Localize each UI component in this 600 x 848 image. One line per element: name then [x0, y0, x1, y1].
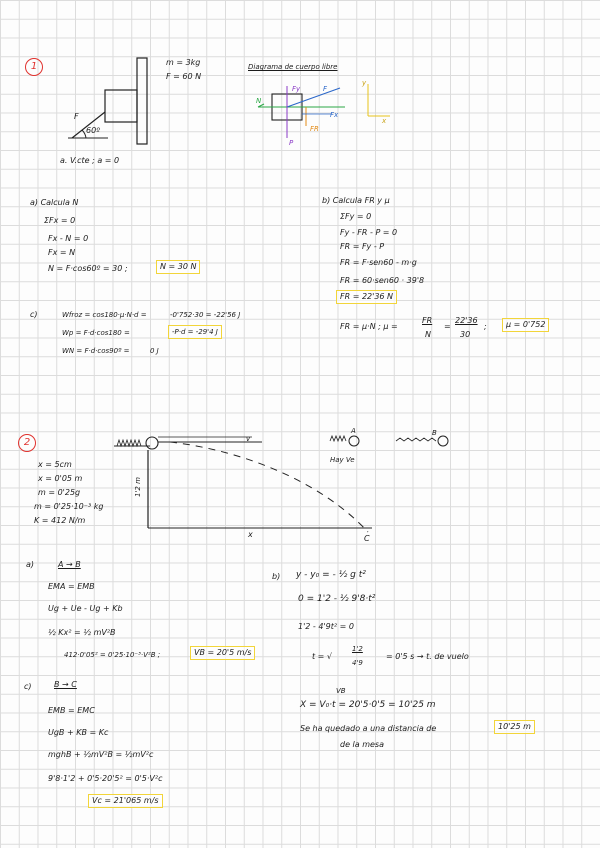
- fbd-label-fr: FR: [310, 125, 319, 133]
- p1-a-line: Fx - N = 0: [48, 234, 89, 243]
- p2-a-result: VB = 20'5 m/s: [190, 646, 255, 660]
- axis-label-y: y: [362, 79, 367, 87]
- problem-2-number: 2: [18, 434, 36, 452]
- fbd-label-p: P: [289, 139, 294, 147]
- p1-part-b-title: b) Calcula FR y μ: [322, 196, 390, 205]
- p1-b-line: FR = Fy - P: [340, 242, 385, 251]
- vb-note: VB: [336, 687, 346, 695]
- mu-result: μ = 0'752: [502, 318, 549, 332]
- p1-part-a-title: a) Calcula N: [30, 198, 79, 207]
- sqrt-prefix: t = √: [312, 652, 333, 661]
- p2-a-line: EMA = EMB: [48, 582, 95, 591]
- p1-c-rhs: -P·d = -29'4 J: [168, 325, 222, 339]
- given-2: K = 412 N/m: [34, 516, 86, 525]
- p2-c-line: UgB + KB = Kc: [48, 728, 109, 737]
- p1-c-lhs: WN = F·d·cos90º =: [62, 347, 130, 355]
- mu-eq-left: FR = μ·N ; μ =: [340, 322, 398, 331]
- p1-b-line: FR = F·sen60 - m·g: [340, 258, 417, 267]
- given-mass: m = 3kg: [166, 58, 201, 67]
- sqrt-num: 1'2: [352, 645, 363, 653]
- p2-part-c-title: c): [24, 682, 32, 691]
- mu-eq-den: N: [425, 330, 431, 339]
- mu-eq-den2: 30: [460, 330, 471, 339]
- p2-c-line: mghB + ½mV²B = ½mV²c: [48, 750, 154, 759]
- p2-a-line: 412·0'05² = 0'25·10⁻³·V²B ;: [64, 651, 161, 659]
- mu-eq-semicolon: ;: [484, 322, 487, 331]
- p1-b-line: FR = 60·sen60 · 39'8: [340, 276, 425, 285]
- p2-a-line: ½ Kx² = ½ mV²B: [48, 628, 116, 637]
- given-2: x = 5cm: [38, 460, 72, 469]
- mu-eq-num2: 22'36: [455, 316, 478, 325]
- p1-a-line: N = F·cos60º = 30 ;: [48, 264, 128, 273]
- p2-b-line: y - y₀ = - ½ g t²: [296, 570, 366, 580]
- hay-ve: Hay Ve: [330, 456, 355, 464]
- p2-part-a-heading: A → B: [58, 560, 81, 569]
- p1-c-lhs: Wfroz = cos180·μ·N·d =: [62, 311, 147, 319]
- p1-a-line: Fx = N: [48, 248, 76, 257]
- conclusion: Se ha quedado a una distancia de: [300, 724, 437, 733]
- conclusion-tail: de la mesa: [340, 740, 384, 749]
- fbd-title: Diagrama de cuerpo libre: [248, 63, 338, 71]
- p2-part-c-heading: B → C: [54, 680, 77, 689]
- p2-b-line: 1'2 - 4'9t² = 0: [298, 622, 354, 631]
- p1-b-line: ΣFy = 0: [340, 212, 372, 221]
- given-2: m = 0'25g: [38, 488, 81, 497]
- p2-c-line: 9'8·1'2 + 0'5·20'5² = 0'5·V²c: [48, 774, 163, 783]
- velocity-note: a. V.cte ; a = 0: [60, 156, 120, 165]
- p1-a-result: N = 30 N: [156, 260, 200, 274]
- fbd-label-n: N: [256, 97, 262, 105]
- mu-eq-equals: =: [444, 322, 451, 331]
- problem-1-number: 1: [25, 58, 43, 76]
- p1-c-lhs: Wp = F·d·cos180 =: [62, 329, 130, 337]
- x-equation: X = V₀·t = 20'5·0'5 = 10'25 m: [300, 700, 436, 710]
- p1-part-c-label: c): [30, 310, 38, 319]
- p2-part-a-title: a): [26, 560, 35, 569]
- fbd-label-f: F: [323, 85, 328, 93]
- p2-part-b-title: b): [272, 572, 281, 581]
- p1-c-rhs: -0'752·30 = -22'56 J: [170, 311, 241, 319]
- x-label: x: [248, 530, 253, 539]
- given-2: m = 0'25·10⁻³ kg: [34, 502, 104, 511]
- p2-b-line: = 0'5 s → t. de vuelo: [386, 652, 469, 661]
- mu-eq-num: FR: [422, 316, 433, 325]
- v-label: v: [246, 435, 251, 443]
- axis-label-x: x: [382, 117, 387, 125]
- fbd-label-fx: Fx: [330, 111, 339, 119]
- p2-c-line: EMB = EMC: [48, 706, 95, 715]
- angle-label: 60º: [86, 126, 100, 135]
- p1-a-line: ΣFx = 0: [44, 216, 76, 225]
- sqrt-den: 4'9: [352, 659, 363, 667]
- b-label: B: [432, 429, 437, 437]
- p1-c-rhs: 0 J: [150, 347, 159, 355]
- p1-b-result: FR = 22'36 N: [336, 290, 397, 304]
- fbd-label-fy: Fy: [292, 85, 301, 93]
- p2-c-result: Vc = 21'065 m/s: [88, 794, 163, 808]
- p1-b-line: Fy - FR - P = 0: [340, 228, 398, 237]
- a-label: A: [351, 427, 356, 435]
- conclusion-value: 10'25 m: [494, 720, 535, 734]
- p2-a-line: Ug + Ue - Ug + Kb: [48, 604, 123, 613]
- given-2: x = 0'05 m: [38, 474, 83, 483]
- p2-b-line: 0 = 1'2 - ½ 9'8·t²: [298, 594, 376, 604]
- height-label: 1'2 m: [133, 477, 142, 497]
- given-force: F = 60 N: [166, 72, 202, 81]
- c-label: C: [364, 534, 370, 543]
- force-label: F: [74, 112, 79, 121]
